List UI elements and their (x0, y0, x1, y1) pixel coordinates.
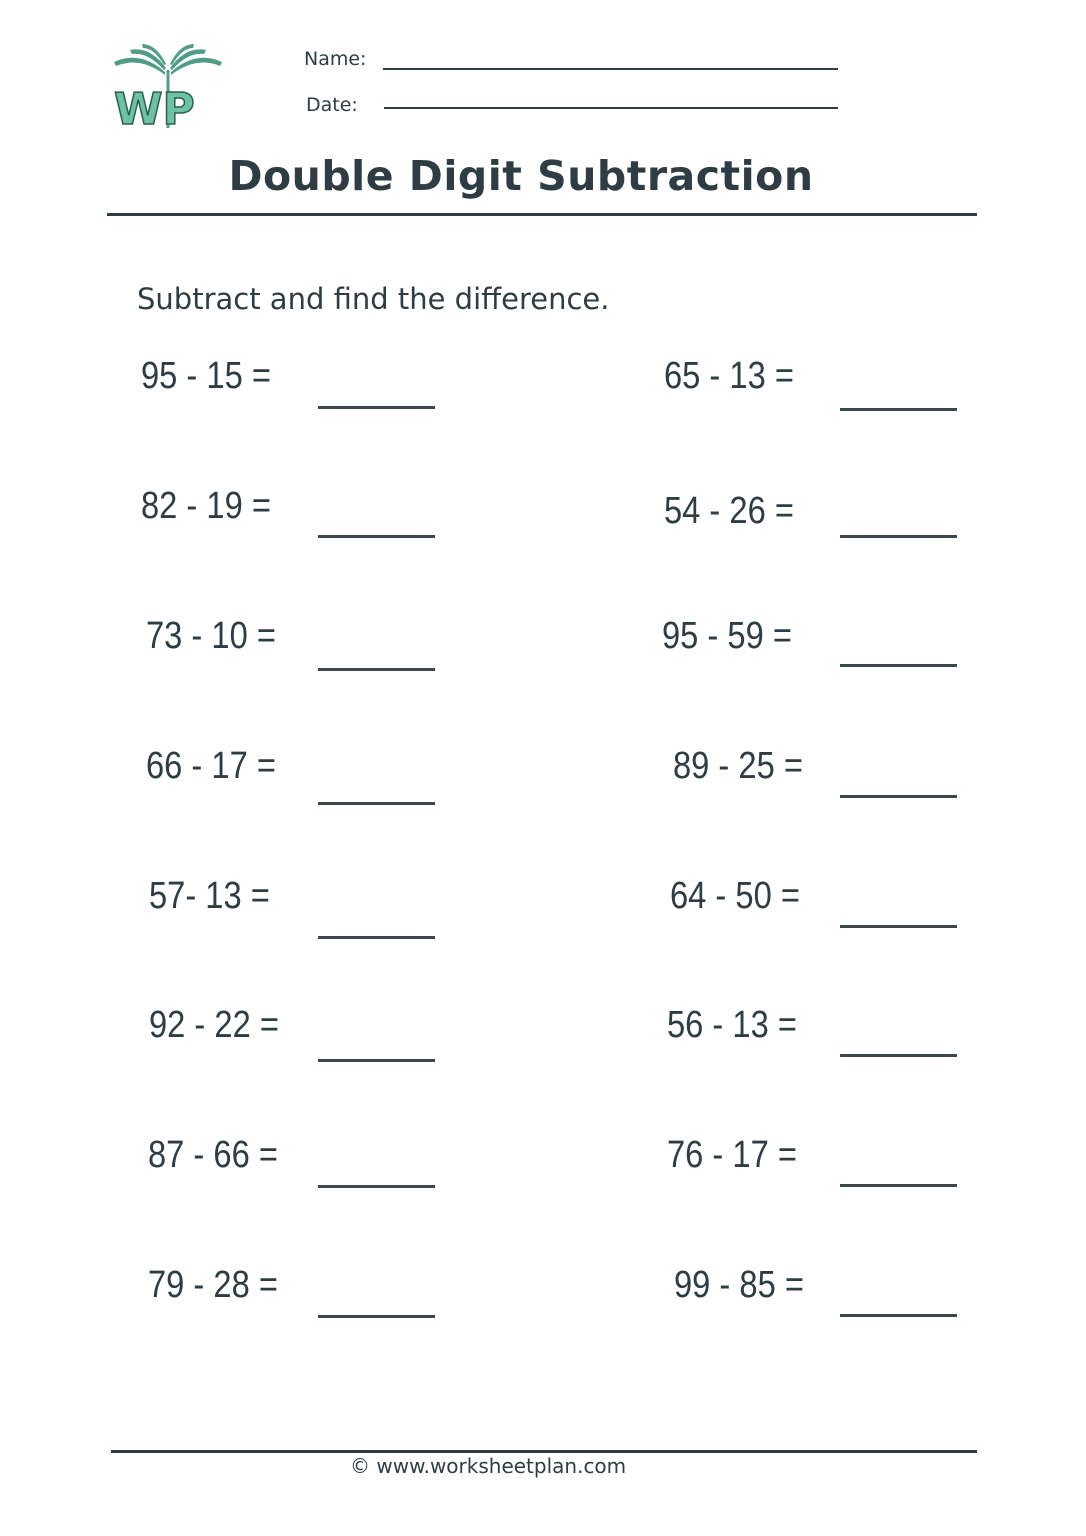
logo-letters: WP (114, 84, 195, 132)
problem-left-3: 73 - 10 = (146, 615, 276, 657)
answer-blank-right-4[interactable] (840, 795, 957, 798)
problem-right-2: 54 - 26 = (664, 490, 794, 532)
problem-right-4: 89 - 25 = (673, 745, 803, 787)
problem-left-1: 95 - 15 = (141, 355, 271, 397)
problem-left-7: 87 - 66 = (148, 1134, 278, 1176)
problem-left-8: 79 - 28 = (148, 1264, 278, 1306)
answer-blank-right-1[interactable] (840, 408, 957, 411)
date-label: Date: (306, 94, 358, 116)
answer-blank-left-4[interactable] (318, 802, 435, 805)
answer-blank-right-8[interactable] (840, 1314, 957, 1317)
answer-blank-left-2[interactable] (318, 535, 435, 538)
footer-copyright: © www.worksheetplan.com (350, 1454, 627, 1478)
title-divider (107, 213, 977, 216)
problem-right-5: 64 - 50 = (670, 875, 800, 917)
answer-blank-right-5[interactable] (840, 925, 957, 928)
answer-blank-right-2[interactable] (840, 535, 957, 538)
answer-blank-left-8[interactable] (318, 1315, 435, 1318)
answer-blank-left-1[interactable] (318, 406, 435, 409)
answer-blank-left-7[interactable] (318, 1185, 435, 1188)
name-label: Name: (304, 48, 367, 70)
answer-blank-left-5[interactable] (318, 936, 435, 939)
problem-left-6: 92 - 22 = (149, 1004, 279, 1046)
problem-right-1: 65 - 13 = (664, 355, 794, 397)
open-book-icon (110, 42, 226, 132)
answer-blank-right-6[interactable] (840, 1054, 957, 1057)
footer-divider (111, 1450, 977, 1453)
problem-left-4: 66 - 17 = (146, 745, 276, 787)
date-field[interactable] (384, 107, 838, 109)
page-title: Double Digit Subtraction (228, 152, 814, 200)
worksheetplan-logo (110, 42, 226, 132)
problem-right-7: 76 - 17 = (667, 1134, 797, 1176)
problem-right-6: 56 - 13 = (667, 1004, 797, 1046)
problem-right-8: 99 - 85 = (674, 1264, 804, 1306)
answer-blank-left-3[interactable] (318, 668, 435, 671)
problem-right-3: 95 - 59 = (662, 615, 792, 657)
answer-blank-left-6[interactable] (318, 1059, 435, 1062)
problem-left-5: 57- 13 = (149, 875, 270, 917)
instruction-text: Subtract and find the difference. (137, 282, 610, 316)
answer-blank-right-3[interactable] (840, 664, 957, 667)
name-field[interactable] (383, 68, 838, 70)
answer-blank-right-7[interactable] (840, 1184, 957, 1187)
problem-left-2: 82 - 19 = (141, 485, 271, 527)
